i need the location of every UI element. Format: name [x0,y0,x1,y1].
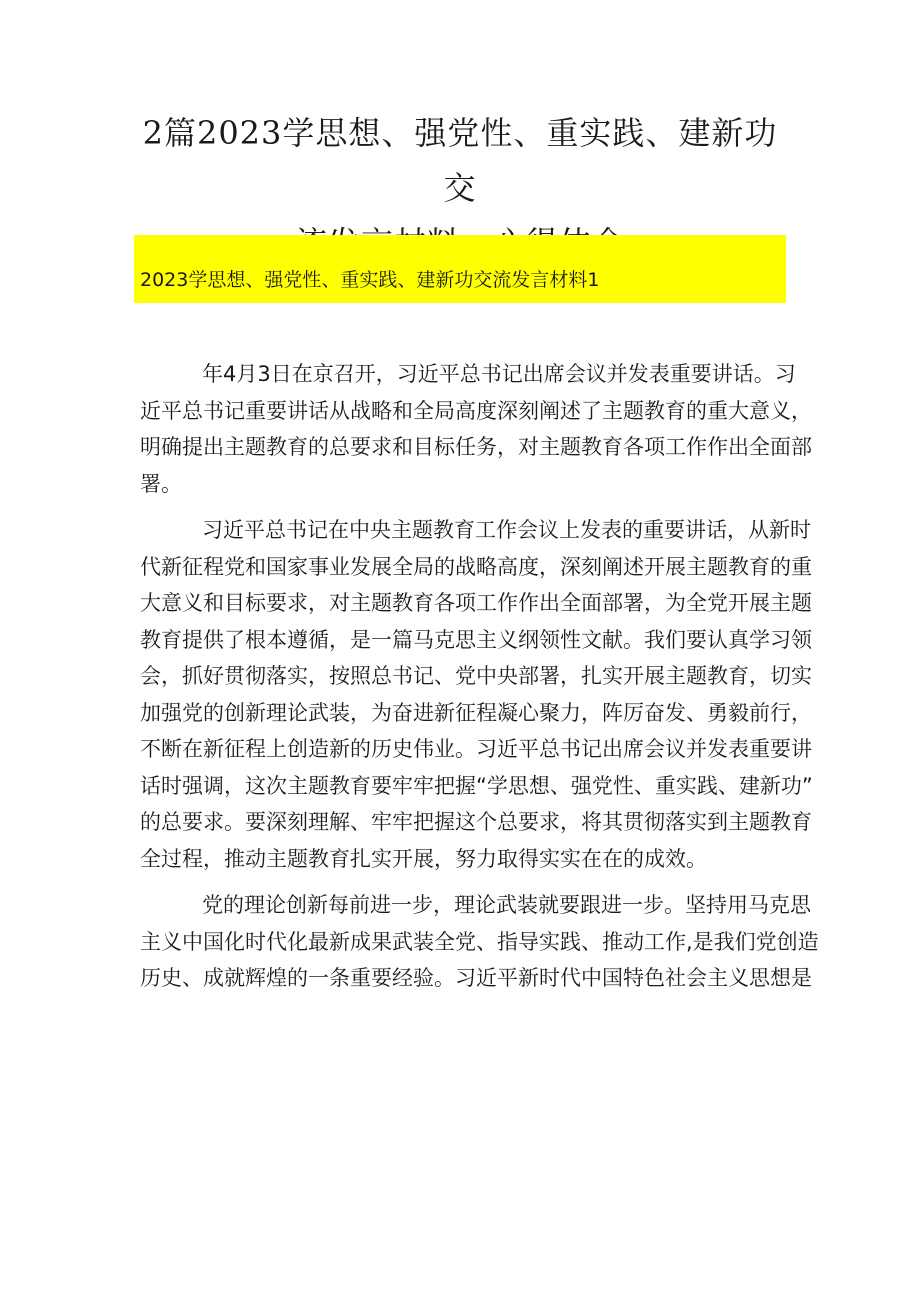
paragraph-line: 党的理论创新每前进一步，理论武装就要跟进一步。坚持用马克思 [202,893,811,917]
section-heading: 2023学思想、强党性、重实践、建新功交流发言材料1 [140,269,600,291]
paragraph-line: 的总要求。要深刻理解、牢牢把握这个总要求，将其贯彻落实到主题教育 [140,810,812,834]
paragraph-line: 年4月3日在京召开，习近平总书记出席会议并发表重要讲话。习 [202,362,796,386]
paragraph-line: 明确提出主题教育的总要求和目标任务，对主题教育各项工作作出全面部 [140,435,812,459]
paragraph-line: 教育提供了根本遵循，是一篇马克思主义纲领性文献。我们要认真学习领 [140,627,812,652]
paragraph-3 [140,887,819,997]
paragraph-line: 代新征程党和国家事业发展全局的战略高度，深刻阐述开展主题教育的重 [140,554,812,579]
paragraph-line: 会，抓好贯彻落实，按照总书记、党中央部署，扎实开展主题教育，切实 [140,664,812,688]
title-line-1: 2篇2023学思想、强党性、重实践、建新功交 [142,114,778,207]
paragraph-line: 历史、成就辉煌的一条重要经验。习近平新时代中国特色社会主义思想是 [140,966,812,990]
paragraph-2 [140,512,813,877]
paragraph-line: 近平总书记重要讲话从战略和全局高度深刻阐述了主题教育的重大意义， [140,398,812,423]
paragraph-line: 大意义和目标要求，对主题教育各项工作作出全面部署，为全党开展主题 [140,591,812,615]
paragraph-line: 习近平总书记在中央主题教育工作会议上发表的重要讲话，从新时 [202,518,811,542]
paragraph-line: 主义中国化时代化最新成果武装全党、指导实践、推动工作,是我们党创造 [140,929,819,954]
paragraph-line: 不断在新征程上创造新的历史伟业。习近平总书记出席会议并发表重要讲 [140,737,812,761]
paragraph-line: 全过程，推动主题教育扎实开展，努力取得实实在在的成效。 [140,846,707,871]
paragraph-line: 署。 [140,471,182,496]
paragraph-line: 话时强调，这次主题教育要牢牢把握“学思想、强党性、重实践、建新功” [140,773,813,798]
paragraph-line: 加强党的创新理论武装，为奋进新征程凝心聚力，阵厉奋发、勇毅前行， [140,700,812,725]
paragraph-1 [140,356,812,502]
document-body [140,356,819,1007]
